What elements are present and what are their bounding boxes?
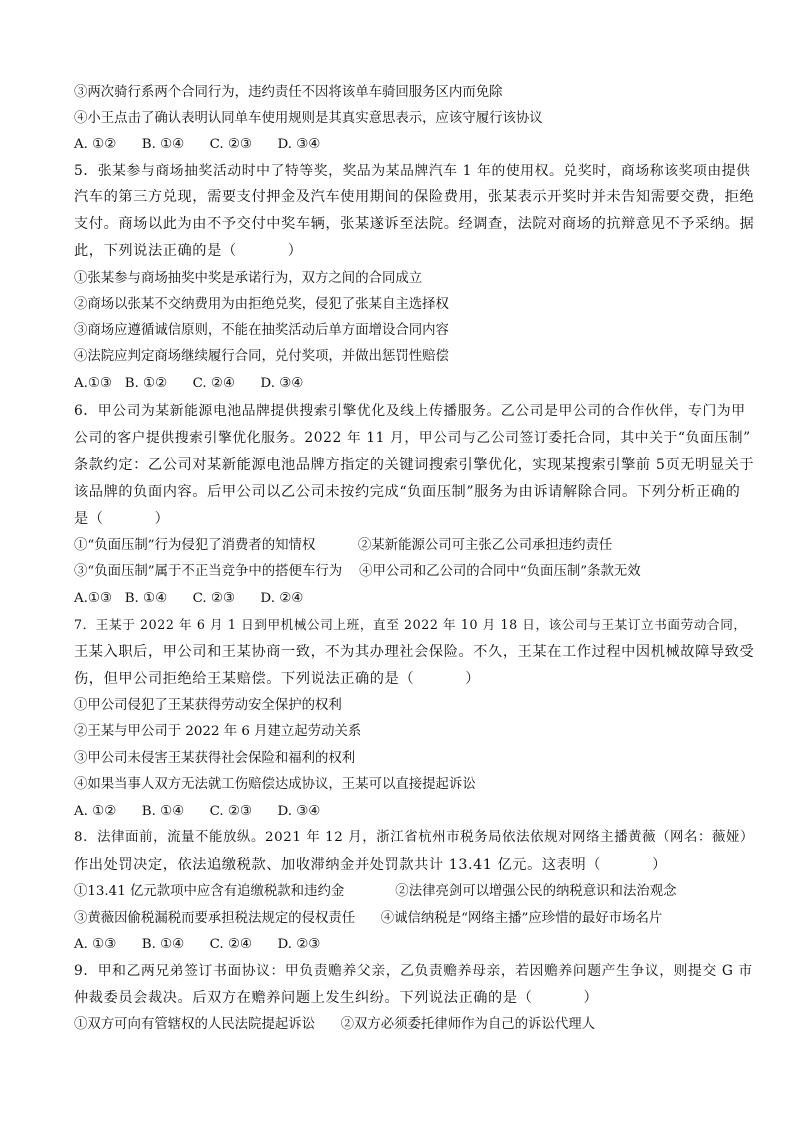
question-5-stem: 此，下列说法正确的是（ ） — [74, 243, 303, 259]
question-7-stem: 7．王某于 2022 年 6 月 1 日到甲机械公司上班，直至 2022 年 10 月 18 日，该公司与王某订立书面劳动合同， — [74, 617, 747, 632]
text-line: ①张某参与商场抽奖中奖是承诺行为，双方之间的合同成立 — [74, 271, 423, 286]
text-line: ④如果当事人双方无法就工伤赔偿达成协议，王某可以直接提起诉讼 — [74, 777, 476, 792]
answer-options: A. ①② B. ①④ C. ②③ D. ③④ — [74, 137, 321, 152]
text-line: ③两次骑行系两个合同行为，违约责任不因将该单车骑回服务区内而免除 — [74, 85, 503, 100]
question-6-stem: 公司的客户提供搜索引擎优化服务。2022 年 11 月，甲公司与乙公司签订委托合同，其中关于“负面压制” — [74, 430, 751, 446]
question-9-stem: 仲裁委员会裁决。后双方在赡养问题上发生纠纷。下列说法正确的是（ ） — [74, 990, 599, 1006]
question-6-stem: 条款约定：乙公司对某新能源电池品牌方指定的关键词搜索引擎优化，实现某搜索引擎前 5页无明显关于 — [74, 457, 755, 473]
text-line: ②商场以张某不交纳费用为由拒绝兑奖，侵犯了张某自主选择权 — [74, 297, 449, 312]
question-8-stem: 8．法律面前，流量不能放纵。2021 年 12 月，浙江省杭州市税务局依法依规对网络主播黄薇（网名：薇娅） — [74, 830, 754, 845]
text-line: ④法院应判定商场继续履行合同，兑付奖项，并做出惩罚性赔偿 — [74, 349, 449, 364]
text-line: ①甲公司侵犯了王某获得劳动安全保护的权利 — [74, 698, 342, 713]
text-line: ④小王点击了确认表明认同单车使用规则是其真实意思表示，应该守履行该协议 — [74, 111, 543, 126]
text-line: ①双方可向有管辖权的人民法院提起诉讼 ②双方必须委托律师作为自己的诉讼代理人 — [74, 1017, 595, 1032]
text-line: ③“负面压制”属于不正当竞争中的搭便车行为 ④甲公司和乙公司的合同中“负面压制”条款无效 — [74, 564, 641, 579]
question-5-stem: 5．张某参与商场抽奖活动时中了特等奖，奖品为某品牌汽车 1 年的使用权。兑奖时，商场称该奖项由提供 — [74, 163, 751, 179]
question-6-stem: 是（ ） — [74, 511, 170, 527]
text-line: ①“负面压制”行为侵犯了消费者的知情权 ②某新能源公司可主张乙公司承担违约责任 — [74, 538, 613, 553]
question-5-stem: 汽车的第三方兑现，需要支付押金及汽车使用期间的保险费用，张某表示开奖时并未告知需要交费，拒绝 — [74, 189, 755, 205]
text-line: ①13.41 亿元款项中应含有追缴税款和违约金 ②法律亮剑可以增强公民的纳税意识和法治观念 — [74, 884, 677, 899]
question-6-stem: 6．甲公司为某新能源电池品牌提供搜索引擎优化及线上传播服务。乙公司是甲公司的合作伙伴，专门为甲 — [74, 403, 746, 419]
text-line: ③黄薇因偷税漏税而要承担税法规定的侵权责任 ④诚信纳税是“网络主播”应珍惜的最好市场名片 — [74, 911, 663, 926]
question-8-stem: 作出处罚决定，依法追缴税款、加收滞纳金并处罚款共计 13.41 亿元。这表明（ ） — [74, 857, 667, 873]
question-7-stem: 伤，但甲公司拒绝给王某赔偿。下列说法正确的是（ ） — [74, 671, 480, 687]
text-line: ③商场应遵循诚信原则，不能在抽奖活动后单方面增设合同内容 — [74, 323, 449, 338]
answer-options: A. ①② B. ①④ C. ②③ D. ③④ — [74, 804, 321, 819]
answer-options: A.①③ B. ①④ C. ②③ D. ②④ — [74, 591, 304, 606]
text-line: ②王某与甲公司于 2022 年 6 月建立起劳动关系 — [74, 724, 362, 739]
question-6-stem: 该品牌的负面内容。后甲公司以乙公司未按约完成“负面压制”服务为由诉请解除合同。下列分析正确的 — [74, 484, 741, 500]
question-7-stem: 王某入职后，甲公司和王某协商一致，不为其办理社会保险。不久，王某在工作过程中因机械故障导致受 — [74, 644, 755, 660]
text-line: ③甲公司未侵害王某获得社会保险和福利的权利 — [74, 751, 356, 766]
answer-options: A. ①③ B. ①④ C. ②④ D. ②③ — [74, 937, 321, 952]
question-9-stem: 9．甲和乙两兄弟签订书面协议：甲负责赡养父亲，乙负责赡养母亲，若因赡养问题产生争议，则提交 G 市 — [74, 963, 753, 979]
answer-options: A.①③ B. ①② C. ②④ D. ③④ — [74, 376, 304, 391]
question-5-stem: 支付。商场以此为由不予交付中奖车辆，张某遂诉至法院。经调查，法院对商场的抗辩意见不予采纳。据 — [74, 216, 755, 232]
